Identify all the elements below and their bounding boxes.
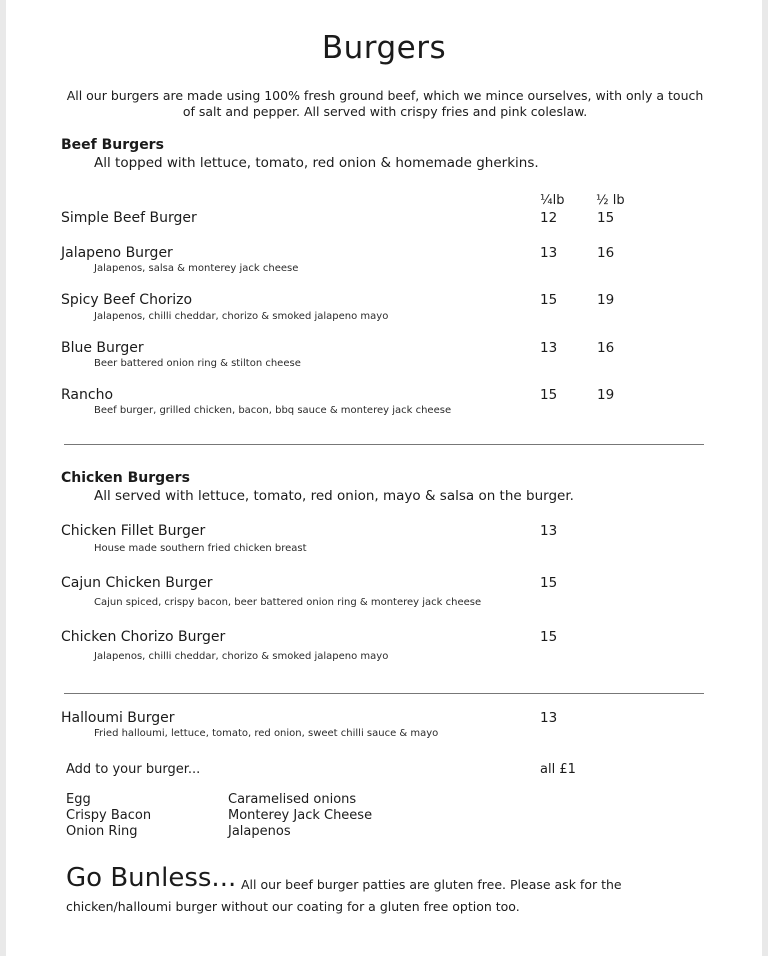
menu-item-price-quarter: 12	[540, 210, 558, 226]
addon-item: Jalapenos	[228, 824, 291, 839]
menu-item-price: 13	[540, 523, 558, 539]
chicken-section-title: Chicken Burgers	[61, 470, 190, 486]
menu-item-description: Jalapenos, chilli cheddar, chorizo & smoked jalapeno mayo	[94, 651, 389, 662]
menu-item-description: Beef burger, grilled chicken, bacon, bbq sauce & monterey jack cheese	[94, 405, 452, 416]
menu-item-name: Chicken Chorizo Burger	[61, 629, 226, 645]
section-divider	[64, 444, 704, 445]
addon-item: Caramelised onions	[228, 792, 357, 807]
chicken-section-subtitle: All served with lettuce, tomato, red onion, mayo & salsa on the burger.	[94, 488, 574, 504]
menu-item-name: Simple Beef Burger	[61, 210, 197, 226]
menu-item-price: 13	[540, 710, 558, 726]
addon-item: Crispy Bacon	[66, 808, 152, 823]
column-header-half-lb: ½ lb	[596, 193, 625, 208]
addons-title: Add to your burger...	[66, 762, 201, 777]
menu-item-description: Beer battered onion ring & stilton cheese	[94, 358, 301, 369]
menu-item-description: House made southern fried chicken breast	[94, 543, 307, 554]
intro-text: All our burgers are made using 100% fresh ground beef, which we mince ourselves, with only a touch of salt and pepper. All served with crispy fries and pink coleslaw.	[66, 88, 704, 119]
menu-item-name: Chicken Fillet Burger	[61, 523, 206, 539]
beef-section-subtitle: All topped with lettuce, tomato, red onion & homemade gherkins.	[94, 155, 539, 171]
menu-item-name: Rancho	[61, 387, 114, 403]
menu-item-price-quarter: 13	[540, 245, 558, 261]
bunless-text-line2: chicken/halloumi burger without our coating for a gluten free option too.	[66, 899, 520, 914]
menu-item-price-half: 16	[597, 340, 615, 356]
addon-item: Egg	[66, 792, 91, 807]
menu-item-price-half: 16	[597, 245, 615, 261]
menu-page	[6, 0, 762, 956]
menu-item-price: 15	[540, 629, 558, 645]
menu-item-name: Cajun Chicken Burger	[61, 575, 213, 591]
menu-item-name: Halloumi Burger	[61, 710, 175, 726]
bunless-text-line1: All our beef burger patties are gluten free. Please ask for the	[241, 877, 622, 892]
bunless-heading: Go Bunless...	[66, 863, 237, 893]
menu-item-description: Fried halloumi, lettuce, tomato, red onion, sweet chilli sauce & mayo	[94, 728, 439, 739]
menu-item-description: Jalapenos, salsa & monterey jack cheese	[94, 263, 299, 274]
menu-item-name: Spicy Beef Chorizo	[61, 292, 193, 308]
menu-item-description: Jalapenos, chilli cheddar, chorizo & smoked jalapeno mayo	[94, 311, 389, 322]
addon-item: Onion Ring	[66, 824, 138, 839]
menu-item-price-quarter: 15	[540, 387, 558, 403]
menu-item-name: Blue Burger	[61, 340, 144, 356]
page-title: Burgers	[321, 30, 447, 66]
menu-item-price-quarter: 15	[540, 292, 558, 308]
section-divider	[64, 693, 704, 694]
menu-item-name: Jalapeno Burger	[61, 245, 173, 261]
menu-item-description: Cajun spiced, crispy bacon, beer battered onion ring & monterey jack cheese	[94, 597, 482, 608]
menu-item-price-half: 19	[597, 387, 615, 403]
beef-section-title: Beef Burgers	[61, 137, 164, 153]
addon-item: Monterey Jack Cheese	[228, 808, 373, 823]
menu-item-price-quarter: 13	[540, 340, 558, 356]
menu-item-price: 15	[540, 575, 558, 591]
column-header-quarter-lb: ¼lb	[540, 193, 565, 208]
menu-item-price-half: 19	[597, 292, 615, 308]
menu-item-price-half: 15	[597, 210, 615, 226]
addons-price: all £1	[540, 762, 576, 777]
